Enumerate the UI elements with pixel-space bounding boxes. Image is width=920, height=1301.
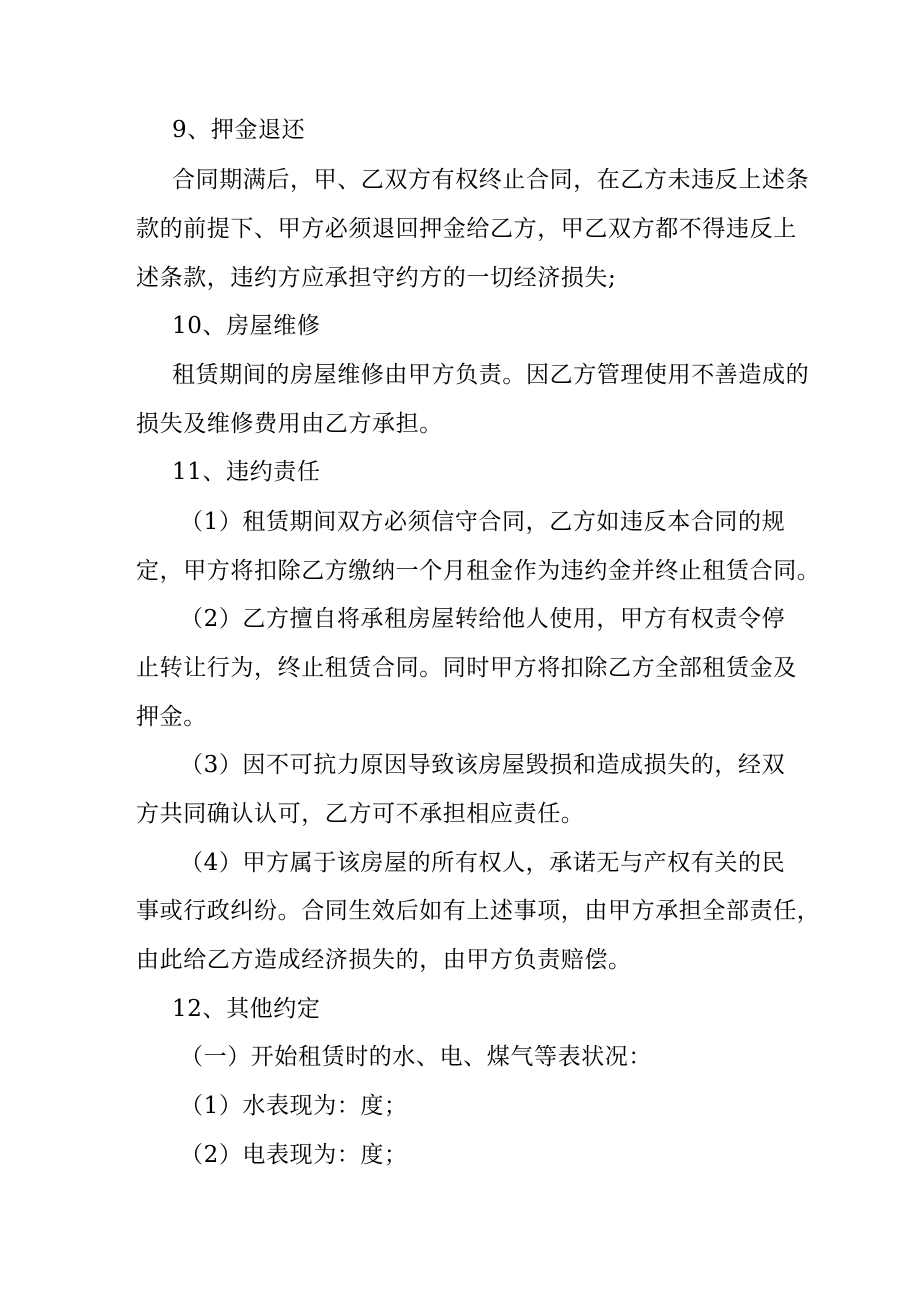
section-11-item-2-line-1: （2）乙方擅自将承租房屋转给他人使用，甲方有权责令停 (180, 606, 786, 632)
section-9-para-line-2: 款的前提下、甲方必须退回押金给乙方，甲乙双方都不得违反上 (136, 216, 797, 242)
section-12-sub-heading: （一）开始租赁时的水、电、煤气等表状况： (180, 1044, 652, 1070)
section-9-para-line-1: 合同期满后，甲、乙双方有权终止合同，在乙方未违反上述条 (172, 167, 810, 193)
section-11-item-3-line-2: 方共同确认认可，乙方可不承担相应责任。 (136, 801, 585, 827)
section-11-item-2-line-3: 押金。 (136, 704, 207, 730)
section-12-water-meter: （1）水表现为：度； (180, 1093, 408, 1119)
section-12-electric-meter: （2）电表现为：度； (180, 1142, 408, 1168)
section-11-item-4-line-1: （4）甲方属于该房屋的所有权人，承诺无与产权有关的民 (180, 850, 786, 876)
section-11-item-1-line-1: （1）租赁期间双方必须信守合同，乙方如违反本合同的规 (180, 509, 786, 535)
section-11-item-4-line-3: 由此给乙方造成经济损失的，由甲方负责赔偿。 (136, 947, 632, 973)
section-10-heading: 10、房屋维修 (172, 313, 321, 339)
section-11-heading: 11、违约责任 (172, 459, 321, 485)
section-11-item-2-line-2: 止转让行为，终止租赁合同。同时甲方将扣除乙方全部租赁金及 (136, 655, 797, 681)
section-9-para-line-3: 述条款，违约方应承担守约方的一切经济损失; (136, 265, 617, 291)
section-11-item-4-line-2: 事或行政纠纷。合同生效后如有上述事项，由甲方承担全部责任， (136, 898, 821, 924)
section-9-heading: 9、押金退还 (172, 117, 306, 143)
section-10-para-line-2: 损失及维修费用由乙方承担。 (136, 411, 443, 437)
section-11-item-1-line-2: 定，甲方将扣除乙方缴纳一个月租金作为违约金并终止租赁合同。 (136, 558, 821, 584)
section-11-item-3-line-1: （3）因不可抗力原因导致该房屋毁损和造成损失的，经双 (180, 752, 786, 778)
section-10-para-line-1: 租赁期间的房屋维修由甲方负责。因乙方管理使用不善造成的 (172, 362, 810, 388)
section-12-heading: 12、其他约定 (172, 996, 321, 1022)
